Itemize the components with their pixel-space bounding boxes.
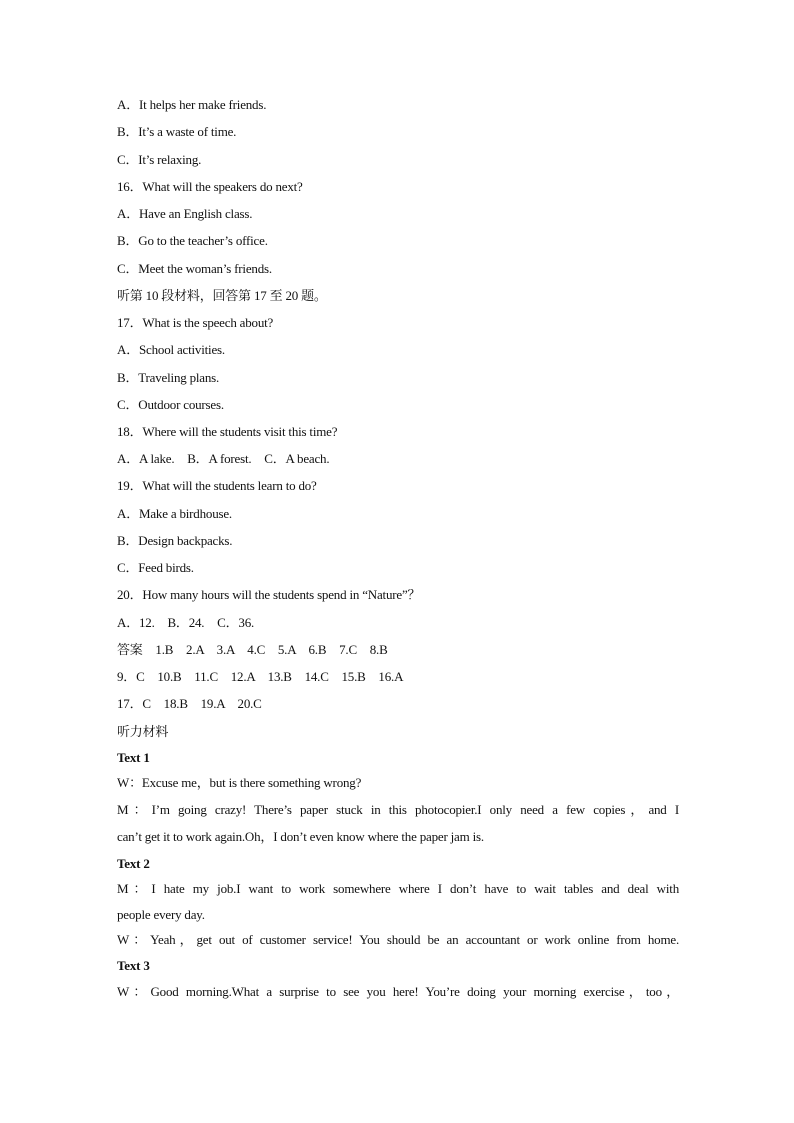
section-instruction: 听第 10 段材料，回答第 17 至 20 题。 (117, 288, 327, 303)
text-heading: Text 2 (117, 856, 150, 871)
dialogue-line: can’t get it to work again.Oh，I don’t even know where the paper jam is. (117, 829, 484, 844)
question-line: 16．What will the speakers do next? (117, 179, 303, 194)
option-line: C．Feed birds. (117, 560, 194, 575)
answer-key-line: 9．C 10.B 11.C 12.A 13.B 14.C 15.B 16.A (117, 669, 404, 684)
answer-key-line: 答案 1.B 2.A 3.A 4.C 5.A 6.B 7.C 8.B (117, 642, 388, 657)
option-line: A．Make a birdhouse. (117, 506, 232, 521)
dialogue-line: W：Good morning.What a surprise to see you here! You’re doing your morning exercise，too， (117, 984, 679, 999)
option-line: C．Meet the woman’s friends. (117, 261, 272, 276)
option-line: A．A lake. B．A forest. C．A beach. (117, 451, 330, 466)
question-line: 17．What is the speech about? (117, 315, 274, 330)
answer-key-line: 17．C 18.B 19.A 20.C (117, 696, 262, 711)
dialogue-line: W：Excuse me，but is there something wrong? (117, 775, 362, 790)
option-line: B．Go to the teacher’s office. (117, 233, 268, 248)
option-line: B．Design backpacks. (117, 533, 233, 548)
option-line: C．Outdoor courses. (117, 397, 224, 412)
option-line: B．It’s a waste of time. (117, 124, 237, 139)
option-line: A．Have an English class. (117, 206, 253, 221)
dialogue-line: W：Yeah，get out of customer service! You should be an accountant or work online from home. (117, 932, 679, 947)
option-line: C．It’s relaxing. (117, 152, 202, 167)
dialogue-line: M：I hate my job.I want to work somewhere where I don’t have to wait tables and deal with (117, 881, 679, 896)
option-line: A．School activities. (117, 342, 225, 357)
dialogue-line: M：I’m going crazy! There’s paper stuck in this photocopier.I only need a few copies，and I (117, 802, 679, 817)
text-heading: Text 3 (117, 958, 150, 973)
dialogue-line: people every day. (117, 907, 205, 922)
option-line: B．Traveling plans. (117, 370, 220, 385)
question-line: 20．How many hours will the students spend in “Nature”？ (117, 587, 421, 602)
option-line: A．It helps her make friends. (117, 97, 267, 112)
text-heading: Text 1 (117, 750, 150, 765)
question-line: 18．Where will the students visit this time? (117, 424, 338, 439)
option-line: A．12. B．24. C．36. (117, 615, 255, 630)
question-line: 19．What will the students learn to do? (117, 478, 317, 493)
transcript-heading: 听力材料 (117, 724, 169, 739)
